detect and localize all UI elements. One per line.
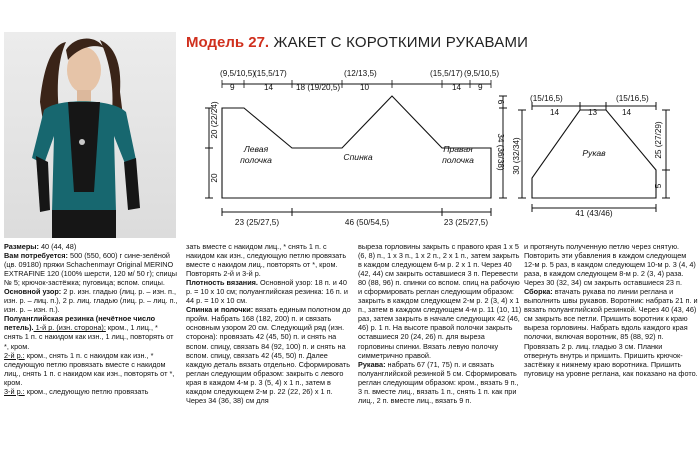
- model-number: Модель 27.: [186, 34, 270, 51]
- label-sleeve: Рукав: [582, 148, 606, 158]
- paragraph-text: 500 (550, 600) г сине-зелёной (цв. 09180) пряжи Schachenmayr Original MERINO EXTRAFINE 120 (100% шерсти, 120 м/ 50 г); спицы № 5; крючок-застёжка; пуговица; вспом. спицы.: [4, 251, 178, 288]
- instruction-paragraph: [358, 242, 522, 360]
- sleeve-dim-top-1: (15/16,5): [530, 94, 563, 103]
- instruction-paragraph: [4, 251, 178, 287]
- instructions-column-4: [524, 242, 698, 468]
- dim-top-4: 14: [264, 83, 274, 92]
- instructions-column-1: [4, 242, 178, 468]
- section-heading: Полуанглийская резинка (нечётное число петель).: [4, 314, 156, 333]
- label-right-front-2: полочка: [442, 155, 474, 165]
- sleeve-dim-top-3: 13: [588, 108, 598, 117]
- instruction-paragraph: [524, 242, 698, 287]
- sleeve-dim-top-2: 14: [550, 108, 560, 117]
- dim-top-5: 18 (19/20,5): [296, 83, 341, 92]
- instruction-paragraph: [186, 242, 354, 278]
- dim-bottom-3: 23 (25/27,5): [443, 218, 489, 227]
- dim-top-6: (12/13,5): [344, 69, 377, 78]
- sleeve-dim-right-vert-2: 25 (27/29): [654, 121, 663, 159]
- dim-top-11: 9: [478, 83, 483, 92]
- section-heading: Сборка:: [524, 287, 553, 297]
- paragraph-text: 40 (44, 48): [38, 242, 77, 251]
- dim-top-7: 10: [360, 83, 370, 92]
- dim-left-vert-2: 20: [210, 173, 219, 183]
- dim-top-3: 9: [230, 83, 235, 92]
- title-text: ЖАКЕТ С КОРОТКИМИ РУКАВАМИ: [273, 34, 529, 51]
- paragraph-text: вязать единым полотном до пройм. Набрать 168 (182, 200) п. и связать основным узором 20 см. Следующий ряд (изн. сторона): провязать 42 (45, 50) п. и снять на вспом. спицу, связать 84 (92, 100) п. и снять на вспом. спицу, связать 42 (45, 50) п. Далее каждую деталь вязать отдельно. Сформировать реглан следующим образом: закрыть с левого края в каждом 4-м р. 3 (5, 4) х 1 п., затем в каждом следующем 2-м р. 22 (22, 26) х 1 п. Через 34 (36, 38) см для: [186, 305, 351, 405]
- dim-left-vert-1: 20 (22/24): [210, 101, 219, 139]
- instruction-paragraph: [358, 360, 522, 405]
- label-right-front-1: Правая: [443, 144, 473, 154]
- dim-right-vert-1: 6: [496, 99, 505, 105]
- paragraph-text: втачать рукава по линии реглана и выполнить швы рукавов. Воротник: набрать 21 п. и вязать полуанглийской резинкой. Через 40 (43, 46) см закрыть все петли. Пришить воротник к краю выреза горловины. Набрать вдоль каждого края полочки, включая воротник, 85 (88, 92) п. Провязать 2 р. лиц. гладью 3 см. Планки отвернуть внутрь и пришить. Пришить крючок-застёжку к нижнему краю воротника. Пришить пуговицу на уровне реглана, как показано на фото.: [524, 287, 698, 378]
- sleeve-dim-top-5: (15/16,5): [616, 94, 649, 103]
- section-heading: Спинка и полочки:: [186, 305, 254, 315]
- instructions-column-3: [358, 242, 522, 468]
- paragraph-text: зать вместе с накидом лиц., * снять 1 п. с накидом как изн., следующую петлю провязать вместе с накидом лиц., повторять от *, кром. Повторять 2-й и 3-й р.: [186, 242, 347, 279]
- section-heading: Рукава:: [358, 359, 386, 369]
- section-heading: Размеры:: [4, 242, 39, 251]
- dim-bottom-1: 23 (25/27,5): [234, 218, 280, 227]
- paragraph-text: набрать 67 (71, 75) п. и связать полуанглийской резинкой 5 см. Сформировать реглан следующим образом: кром., вязать 9 п., 3 п. вместе лиц., вязать 1 п., снять 1 п. как при лиц., 2 п. вместе лиц., вязать 9 п.: [358, 359, 519, 405]
- paragraph-text: кром., снять 1 п. с накидом как изн., * следующую петлю провязать вместе с накидом лиц., снять 1 п. с накидом как изн., повторять от *, кром.: [4, 350, 175, 387]
- instruction-paragraph: [4, 287, 178, 314]
- dim-right-vert-2: 34 (36/38): [496, 133, 505, 171]
- dim-top-9: (9,5/10,5): [464, 69, 500, 78]
- dim-top-1: (9,5/10,5): [220, 69, 256, 78]
- row-label: 3-й р.:: [4, 386, 25, 396]
- instruction-paragraph: [4, 351, 178, 387]
- dim-top-8: (15,5/17): [430, 69, 463, 78]
- dim-top-2: (15,5/17): [254, 69, 287, 78]
- instructions-column-2: [186, 242, 354, 468]
- sleeve-dim-top-4: 14: [622, 108, 632, 117]
- section-heading: Вам потребуется:: [4, 251, 68, 261]
- instruction-paragraph: [186, 278, 354, 305]
- paragraph-text: кром., 1 лиц., * снять 1 п. с накидом как изн., 1 лиц., повторять от *, кром.: [4, 323, 174, 351]
- label-left-front-1: Левая: [243, 144, 269, 154]
- section-heading: Основной узор:: [4, 287, 62, 297]
- paragraph-text: выреза горловины закрыть с правого края 1 х 5 (6, 8) п., 1 х 3 п., 1 х 2 п., 2 х 1 п., затем закрыть в каждом следующем 6-м р. 2 х 1 п. Через 40 (42, 44) см закрыть оставшиеся 3 п. Перевести 80 (88, 96) п. спинки со вспом. спиц на рабочую и сформировать реглан следующим образом: закрыть в каждом следующем 2-м р. 2 (3, 4) х 1 п., затем в каждом следующем 4-м р. 11 (10, 11) раз, затем закрыть в начале следующих 42 (46, 46) р. 1 п. На высоте правой полочки закрыть оставшиеся 20 (24, 26) п. для выреза горловины спинки. Вязать левую полочку симметрично правой.: [358, 242, 522, 360]
- instruction-paragraph: [186, 305, 354, 405]
- row-label: 2-й р.:: [4, 350, 25, 360]
- label-back: Спинка: [343, 152, 373, 162]
- paragraph-text: кром., следующую петлю провязать: [24, 386, 149, 396]
- dim-bottom-2: 46 (50/54,5): [344, 218, 390, 227]
- instruction-paragraph: [524, 287, 698, 377]
- instruction-paragraph: [4, 242, 178, 251]
- label-left-front-2: полочка: [240, 155, 272, 165]
- row-label: 1-й р. (изн. сторона):: [33, 323, 106, 333]
- instruction-paragraph: [4, 387, 178, 396]
- sleeve-dim-bottom: 41 (43/46): [575, 209, 613, 218]
- dim-top-10: 14: [452, 83, 462, 92]
- sleeve-dim-right-vert-1: 5: [654, 183, 663, 189]
- sleeve-dim-left-vert: 30 (32/34): [512, 137, 521, 175]
- paragraph-text: 2 р. изн. гладью (лиц. р. – изн. п., изн. р. – лиц. п.), 2 р. лиц. гладью (лиц. р. – лиц. п., изн. р. – изн. п.).: [4, 287, 178, 315]
- section-heading: Плотность вязания.: [186, 278, 258, 288]
- paragraph-text: и протянуть полученную петлю через снятую. Повторить эти убавления в каждом следующем 12-м р. 5 раз, в каждом следующем 10-м р. 3 (4, 4) раза, в каждом следующем 8-м р. 2 (3, 4) раза. Через 30 (32, 34) см закрыть оставшиеся 23 п.: [524, 242, 696, 288]
- instruction-paragraph: [4, 314, 178, 350]
- paragraph-text: Основной узор: 18 п. и 40 р. = 10 х 10 см; полуанглийская резинка: 16 п. и 44 р. = 10 х 10 см.: [186, 278, 348, 306]
